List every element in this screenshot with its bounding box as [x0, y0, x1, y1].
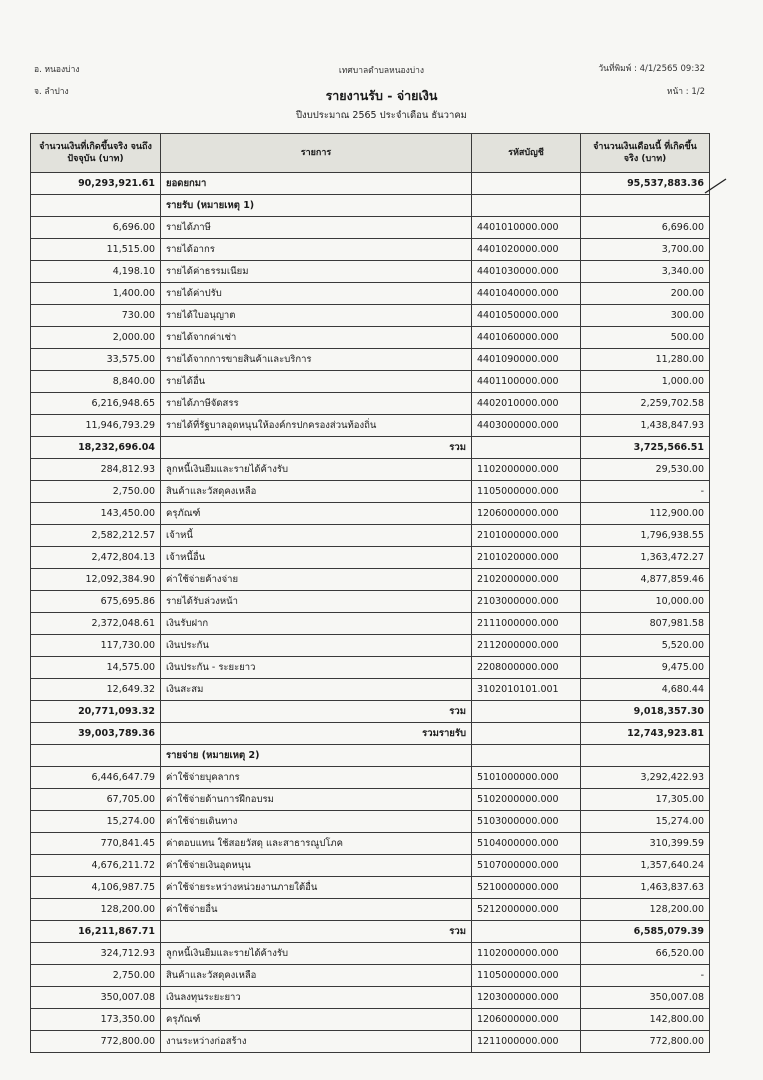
item-label-cell: รายได้ภาษี: [161, 217, 472, 239]
table-row: [31, 635, 710, 657]
table-row: [31, 1009, 710, 1031]
month-amount-cell: 3,700.00: [581, 239, 710, 261]
cumulative-amount-cell: 4,106,987.75: [31, 877, 161, 899]
table-row: [31, 767, 710, 789]
item-label-cell: เงินประกัน: [161, 635, 472, 657]
cumulative-amount-cell: 2,582,212.57: [31, 525, 161, 547]
month-amount-cell: 1,463,837.63: [581, 877, 710, 899]
cumulative-amount-cell: 15,274.00: [31, 811, 161, 833]
month-amount-cell: 310,399.59: [581, 833, 710, 855]
table-row: [31, 899, 710, 921]
account-code-cell: [472, 921, 581, 943]
table-row: [31, 855, 710, 877]
month-amount-cell: -: [581, 481, 710, 503]
cumulative-amount-cell: 2,750.00: [31, 965, 161, 987]
cumulative-amount-cell: 772,800.00: [31, 1031, 161, 1053]
cumulative-amount-cell: 11,515.00: [31, 239, 161, 261]
item-label-cell: เงินรับฝาก: [161, 613, 472, 635]
month-amount-cell: 3,340.00: [581, 261, 710, 283]
account-code-cell: [472, 723, 581, 745]
report-subtitle: ปีงบประมาณ 2565 ประจำเดือน ธันวาคม: [296, 110, 467, 121]
header-cumulative-amount: จำนวนเงินที่เกิดขึ้นจริง จนถึงปัจจุบัน (บาท): [31, 134, 161, 173]
month-amount-cell: 4,877,859.46: [581, 569, 710, 591]
item-label-cell: รายได้ใบอนุญาต: [161, 305, 472, 327]
table-row: [31, 415, 710, 437]
item-label-cell: ค่าใช้จ่ายระหว่างหน่วยงานภายใต้อื่น: [161, 877, 472, 899]
item-label-cell: รายรับ (หมายเหตุ 1): [161, 195, 472, 217]
cumulative-amount-cell: 11,946,793.29: [31, 415, 161, 437]
total-row: [31, 701, 710, 723]
account-code-cell: 5210000000.000: [472, 877, 581, 899]
item-label-cell: ค่าใช้จ่ายเงินอุดหนุน: [161, 855, 472, 877]
account-code-cell: 5104000000.000: [472, 833, 581, 855]
item-label-cell: รายได้ที่รัฐบาลอุดหนุนให้องค์กรปกครองส่วนท้องถิ่น: [161, 415, 472, 437]
account-code-cell: 1105000000.000: [472, 965, 581, 987]
table-row: [31, 305, 710, 327]
item-label-cell: รวมรายรับ: [161, 723, 472, 745]
table-row: [31, 943, 710, 965]
item-label-cell: งานระหว่างก่อสร้าง: [161, 1031, 472, 1053]
item-label-cell: ค่าใช้จ่ายเดินทาง: [161, 811, 472, 833]
report-title: รายงานรับ - จ่ายเงิน: [325, 88, 438, 103]
table-row: [31, 789, 710, 811]
account-code-cell: 3102010101.001: [472, 679, 581, 701]
month-amount-cell: 3,292,422.93: [581, 767, 710, 789]
account-code-cell: 4401060000.000: [472, 327, 581, 349]
month-amount-cell: 350,007.08: [581, 987, 710, 1009]
account-code-cell: 1102000000.000: [472, 459, 581, 481]
table-row: [31, 613, 710, 635]
table-row: [31, 459, 710, 481]
account-code-cell: 4401090000.000: [472, 349, 581, 371]
cumulative-amount-cell: 12,092,384.90: [31, 569, 161, 591]
account-code-cell: 1206000000.000: [472, 503, 581, 525]
month-amount-cell: 17,305.00: [581, 789, 710, 811]
month-amount-cell: 1,000.00: [581, 371, 710, 393]
month-amount-cell: 3,725,566.51: [581, 437, 710, 459]
table-row: [31, 1031, 710, 1053]
item-label-cell: สินค้าและวัสดุคงเหลือ: [161, 965, 472, 987]
cumulative-amount-cell: 284,812.93: [31, 459, 161, 481]
month-amount-cell: -: [581, 965, 710, 987]
cumulative-amount-cell: 1,400.00: [31, 283, 161, 305]
cumulative-amount-cell: 90,293,921.61: [31, 173, 161, 195]
cumulative-amount-cell: 117,730.00: [31, 635, 161, 657]
cumulative-amount-cell: 16,211,867.71: [31, 921, 161, 943]
cumulative-amount-cell: 730.00: [31, 305, 161, 327]
item-label-cell: ค่าตอบแทน ใช้สอยวัสดุ และสาธารณูปโภค: [161, 833, 472, 855]
header-month-amount: จำนวนเงินเดือนนี้ ที่เกิดขึ้นจริง (บาท): [581, 134, 710, 173]
table-row: [31, 877, 710, 899]
cumulative-amount-cell: 2,472,804.13: [31, 547, 161, 569]
month-amount-cell: 772,800.00: [581, 1031, 710, 1053]
table-row: [31, 173, 710, 195]
account-code-cell: 5102000000.000: [472, 789, 581, 811]
table-row: [31, 591, 710, 613]
cumulative-amount-cell: 2,372,048.61: [31, 613, 161, 635]
cumulative-amount-cell: 4,676,211.72: [31, 855, 161, 877]
cumulative-amount-cell: 6,216,948.65: [31, 393, 161, 415]
item-label-cell: รายได้รับล่วงหน้า: [161, 591, 472, 613]
cumulative-amount-cell: 6,696.00: [31, 217, 161, 239]
month-amount-cell: 6,585,079.39: [581, 921, 710, 943]
item-label-cell: รายได้ค่าธรรมเนียม: [161, 261, 472, 283]
section-row: [31, 745, 710, 767]
cumulative-amount-cell: 675,695.86: [31, 591, 161, 613]
cumulative-amount-cell: 8,840.00: [31, 371, 161, 393]
item-label-cell: ค่าใช้จ่ายด้านการฝึกอบรม: [161, 789, 472, 811]
account-code-cell: 2102000000.000: [472, 569, 581, 591]
total-row: [31, 437, 710, 459]
account-code-cell: 2101000000.000: [472, 525, 581, 547]
month-amount-cell: 66,520.00: [581, 943, 710, 965]
item-label-cell: รายได้ค่าปรับ: [161, 283, 472, 305]
cumulative-amount-cell: 20,771,093.32: [31, 701, 161, 723]
month-amount-cell: 5,520.00: [581, 635, 710, 657]
month-amount-cell: 807,981.58: [581, 613, 710, 635]
month-amount-cell: 9,018,357.30: [581, 701, 710, 723]
cumulative-amount-cell: 173,350.00: [31, 1009, 161, 1031]
month-amount-cell: 15,274.00: [581, 811, 710, 833]
item-label-cell: รายได้ภาษีจัดสรร: [161, 393, 472, 415]
item-label-cell: รายได้อื่น: [161, 371, 472, 393]
month-amount-cell: 4,680.44: [581, 679, 710, 701]
receipts-payments-table: [30, 133, 710, 1053]
item-label-cell: เงินประกัน - ระยะยาว: [161, 657, 472, 679]
cumulative-amount-cell: 18,232,696.04: [31, 437, 161, 459]
account-code-cell: 4401050000.000: [472, 305, 581, 327]
cumulative-amount-cell: 4,198.10: [31, 261, 161, 283]
month-amount-cell: 300.00: [581, 305, 710, 327]
header-item: รายการ: [161, 134, 472, 173]
header-organization: เทศบาลตำบลหนองบ่าง: [338, 66, 425, 76]
account-code-cell: 1203000000.000: [472, 987, 581, 1009]
table-row: [31, 657, 710, 679]
handwritten-check-mark: [704, 177, 728, 195]
account-code-cell: 4403000000.000: [472, 415, 581, 437]
account-code-cell: 4401040000.000: [472, 283, 581, 305]
account-code-cell: 2112000000.000: [472, 635, 581, 657]
header-page-number: หน้า : 1/2: [666, 87, 705, 97]
account-code-cell: [472, 745, 581, 767]
header-district: อ. หนองบ่าง: [34, 65, 80, 75]
item-label-cell: เจ้าหนี้อื่น: [161, 547, 472, 569]
table-row: [31, 987, 710, 1009]
table-row: [31, 349, 710, 371]
cumulative-amount-cell: 67,705.00: [31, 789, 161, 811]
item-label-cell: เงินสะสม: [161, 679, 472, 701]
item-label-cell: ค่าใช้จ่ายบุคลากร: [161, 767, 472, 789]
table-row: [31, 503, 710, 525]
item-label-cell: รายได้อากร: [161, 239, 472, 261]
table-body: [31, 173, 710, 1053]
cumulative-amount-cell: 12,649.32: [31, 679, 161, 701]
table-row: [31, 327, 710, 349]
item-label-cell: รายจ่าย (หมายเหตุ 2): [161, 745, 472, 767]
account-code-cell: 4401020000.000: [472, 239, 581, 261]
month-amount-cell: 1,363,472.27: [581, 547, 710, 569]
account-code-cell: 2103000000.000: [472, 591, 581, 613]
month-amount-cell: 2,259,702.58: [581, 393, 710, 415]
account-code-cell: [472, 701, 581, 723]
table-row: [31, 283, 710, 305]
table-row: [31, 217, 710, 239]
table-row: [31, 481, 710, 503]
item-label-cell: ลูกหนี้เงินยืมและรายได้ค้างรับ: [161, 459, 472, 481]
item-label-cell: สินค้าและวัสดุคงเหลือ: [161, 481, 472, 503]
cumulative-amount-cell: [31, 195, 161, 217]
cumulative-amount-cell: [31, 745, 161, 767]
month-amount-cell: 1,796,938.55: [581, 525, 710, 547]
header-account-code: รหัสบัญชี: [472, 134, 581, 173]
account-code-cell: 2111000000.000: [472, 613, 581, 635]
cumulative-amount-cell: 6,446,647.79: [31, 767, 161, 789]
month-amount-cell: 29,530.00: [581, 459, 710, 481]
month-amount-cell: 112,900.00: [581, 503, 710, 525]
table-row: [31, 833, 710, 855]
account-code-cell: 1105000000.000: [472, 481, 581, 503]
total-row: [31, 723, 710, 745]
account-code-cell: 4401030000.000: [472, 261, 581, 283]
month-amount-cell: 1,438,847.93: [581, 415, 710, 437]
account-code-cell: 1206000000.000: [472, 1009, 581, 1031]
account-code-cell: 2208000000.000: [472, 657, 581, 679]
total-row: [31, 921, 710, 943]
month-amount-cell: 95,537,883.36: [581, 173, 710, 195]
cumulative-amount-cell: 14,575.00: [31, 657, 161, 679]
item-label-cell: เจ้าหนี้: [161, 525, 472, 547]
cumulative-amount-cell: 2,750.00: [31, 481, 161, 503]
account-code-cell: 4401100000.000: [472, 371, 581, 393]
item-label-cell: ลูกหนี้เงินยืมและรายได้ค้างรับ: [161, 943, 472, 965]
account-code-cell: 1102000000.000: [472, 943, 581, 965]
month-amount-cell: 200.00: [581, 283, 710, 305]
header-print-date: วันที่พิมพ์ : 4/1/2565 09:32: [598, 64, 705, 74]
item-label-cell: ค่าใช้จ่ายค้างจ่าย: [161, 569, 472, 591]
cumulative-amount-cell: 770,841.45: [31, 833, 161, 855]
table-row: [31, 811, 710, 833]
cumulative-amount-cell: 39,003,789.36: [31, 723, 161, 745]
month-amount-cell: 11,280.00: [581, 349, 710, 371]
account-code-cell: 5212000000.000: [472, 899, 581, 921]
table-row: [31, 261, 710, 283]
item-label-cell: รวม: [161, 921, 472, 943]
item-label-cell: ค่าใช้จ่ายอื่น: [161, 899, 472, 921]
table-row: [31, 679, 710, 701]
month-amount-cell: 142,800.00: [581, 1009, 710, 1031]
table-row: [31, 393, 710, 415]
table-row: [31, 525, 710, 547]
month-amount-cell: 10,000.00: [581, 591, 710, 613]
cumulative-amount-cell: 33,575.00: [31, 349, 161, 371]
table-row: [31, 965, 710, 987]
item-label-cell: รายได้จากการขายสินค้าและบริการ: [161, 349, 472, 371]
account-code-cell: 4401010000.000: [472, 217, 581, 239]
table-row: [31, 239, 710, 261]
section-row: [31, 195, 710, 217]
month-amount-cell: 1,357,640.24: [581, 855, 710, 877]
item-label-cell: เงินลงทุนระยะยาว: [161, 987, 472, 1009]
month-amount-cell: [581, 195, 710, 217]
account-code-cell: 4402010000.000: [472, 393, 581, 415]
cumulative-amount-cell: 324,712.93: [31, 943, 161, 965]
account-code-cell: [472, 195, 581, 217]
header-province: จ. ลำปาง: [34, 87, 69, 97]
table-row: [31, 569, 710, 591]
account-code-cell: 5101000000.000: [472, 767, 581, 789]
table-row: [31, 547, 710, 569]
month-amount-cell: 500.00: [581, 327, 710, 349]
item-label-cell: รายได้จากค่าเช่า: [161, 327, 472, 349]
cumulative-amount-cell: 143,450.00: [31, 503, 161, 525]
item-label-cell: รวม: [161, 437, 472, 459]
account-code-cell: [472, 437, 581, 459]
account-code-cell: 5107000000.000: [472, 855, 581, 877]
account-code-cell: 2101020000.000: [472, 547, 581, 569]
item-label-cell: ครุภัณฑ์: [161, 503, 472, 525]
month-amount-cell: 12,743,923.81: [581, 723, 710, 745]
month-amount-cell: 128,200.00: [581, 899, 710, 921]
cumulative-amount-cell: 350,007.08: [31, 987, 161, 1009]
cumulative-amount-cell: 128,200.00: [31, 899, 161, 921]
account-code-cell: 1211000000.000: [472, 1031, 581, 1053]
table-row: [31, 371, 710, 393]
account-code-cell: [472, 173, 581, 195]
item-label-cell: ครุภัณฑ์: [161, 1009, 472, 1031]
item-label-cell: รวม: [161, 701, 472, 723]
account-code-cell: 5103000000.000: [472, 811, 581, 833]
month-amount-cell: [581, 745, 710, 767]
table-header-row: [31, 134, 710, 173]
month-amount-cell: 6,696.00: [581, 217, 710, 239]
item-label-cell: ยอดยกมา: [161, 173, 472, 195]
month-amount-cell: 9,475.00: [581, 657, 710, 679]
cumulative-amount-cell: 2,000.00: [31, 327, 161, 349]
